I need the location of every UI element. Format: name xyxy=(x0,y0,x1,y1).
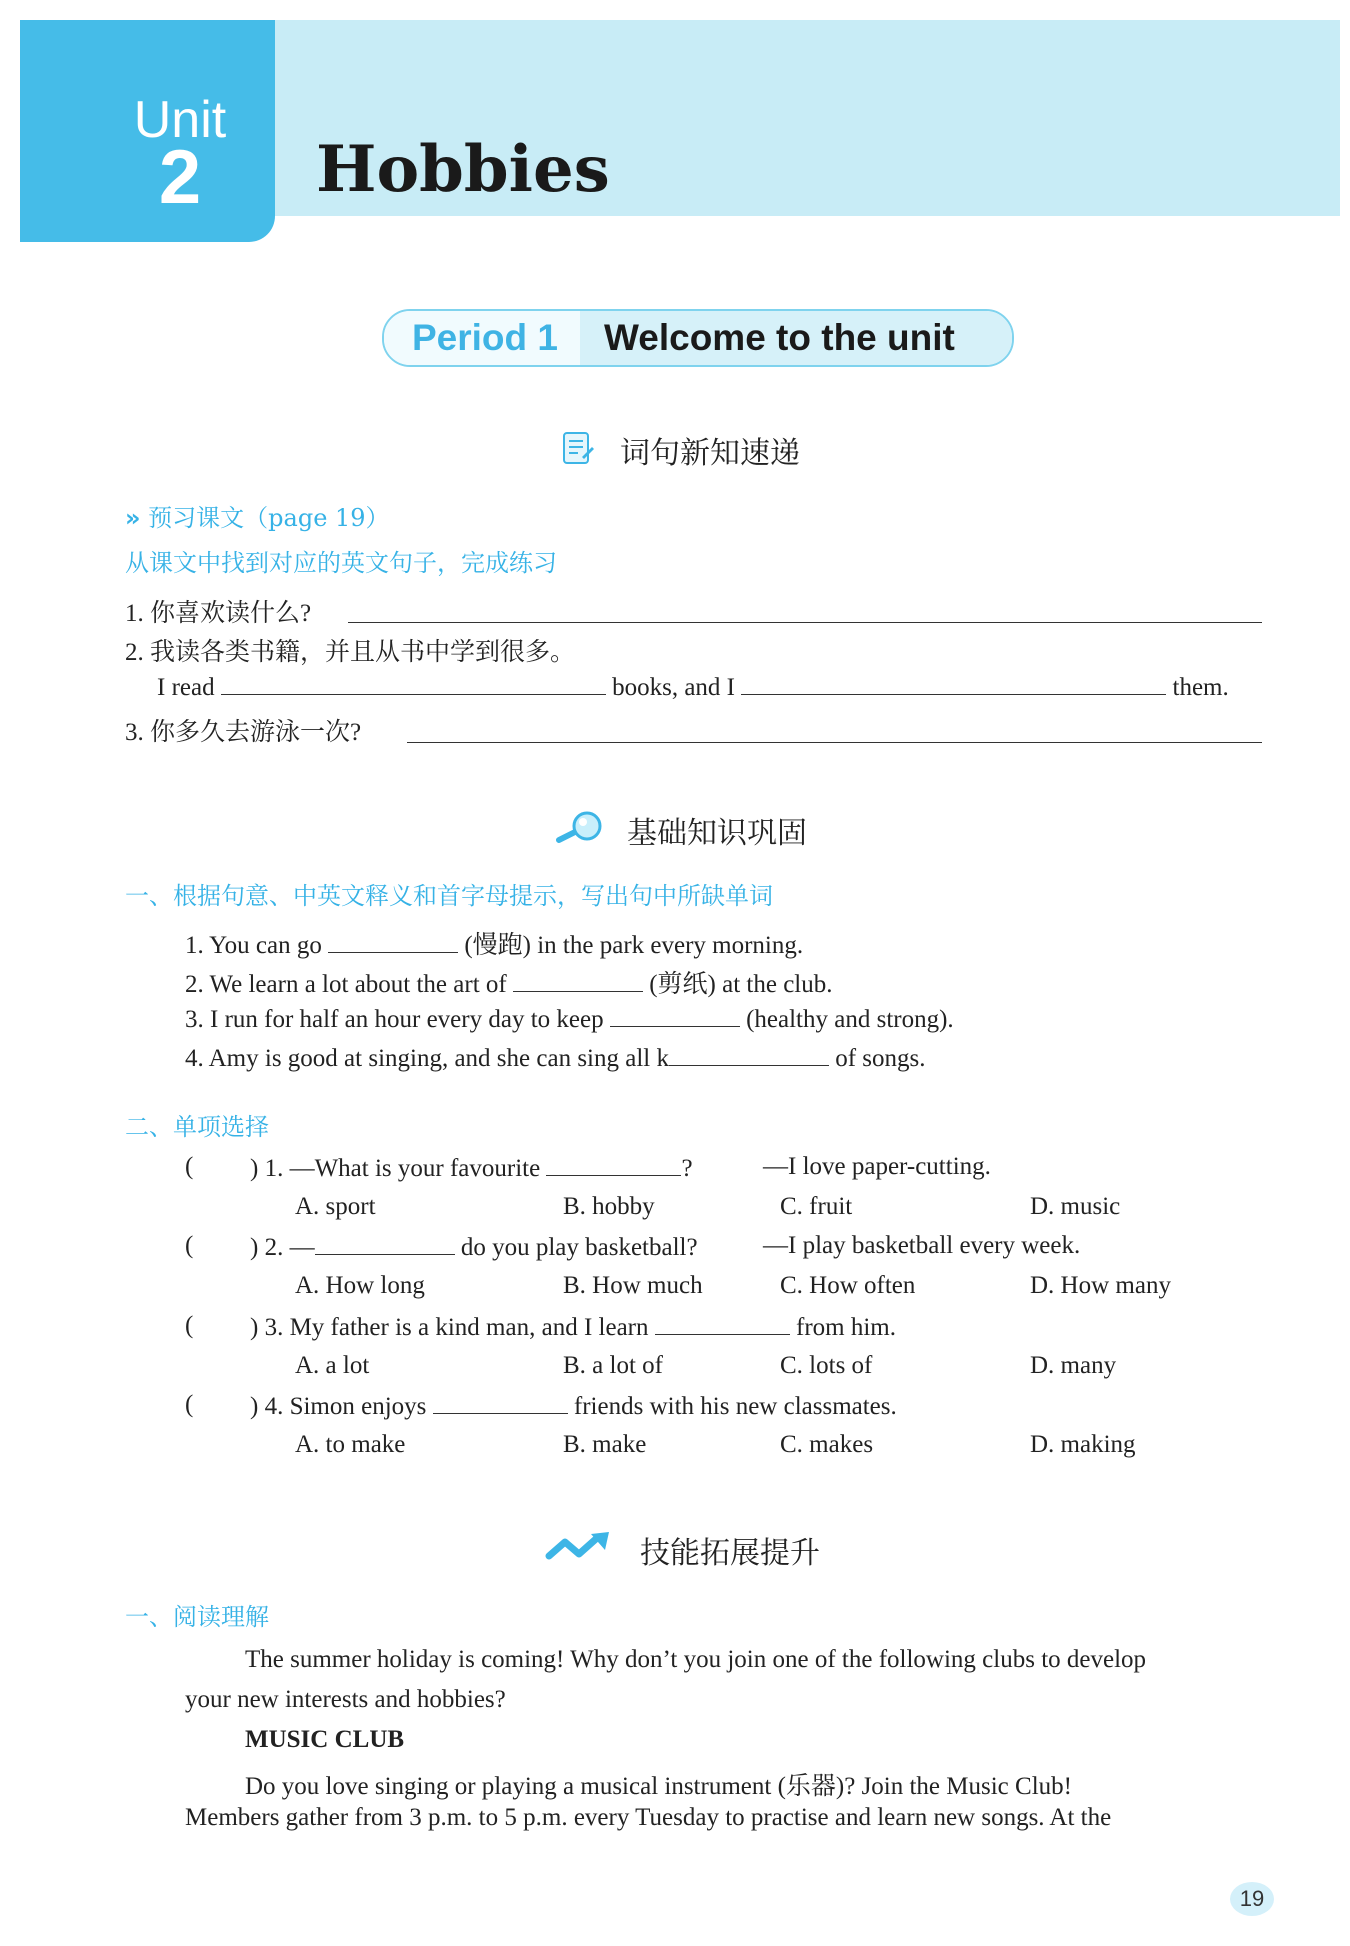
option: C. How often xyxy=(780,1272,916,1299)
answer-blank[interactable] xyxy=(741,672,1166,695)
fill-question: 1. You can go (慢跑) in the park every morning. xyxy=(185,932,804,959)
option: D. How many xyxy=(1030,1272,1171,1299)
section-title-skills: 技能拓展提升 xyxy=(640,1536,820,1571)
unit-label: Unit xyxy=(133,91,227,149)
option: A. sport xyxy=(295,1193,376,1220)
mc-question: ) 2. — do you play basketball? xyxy=(250,1234,698,1261)
answer-blank[interactable] xyxy=(221,672,606,695)
page-title: Hobbies xyxy=(316,132,610,207)
option: A. to make xyxy=(295,1431,406,1458)
mc-question: ) 3. My father is a kind man, and I learn from him. xyxy=(250,1314,896,1341)
answer-paren[interactable]: ( xyxy=(185,1312,194,1339)
fill-question: 2. We learn a lot about the art of (剪纸) at the club. xyxy=(185,971,833,998)
option: C. lots of xyxy=(780,1352,873,1379)
option: A. a lot xyxy=(295,1352,370,1379)
section-title-new-knowledge: 词句新知速递 xyxy=(620,436,800,471)
part-title-multiple-choice: 二、单项选择 xyxy=(125,1113,269,1141)
option: D. making xyxy=(1030,1431,1136,1458)
mc-reply: —I love paper-cutting. xyxy=(763,1153,991,1180)
reading-paragraph-1-cont: your new interests and hobbies? xyxy=(185,1686,506,1713)
part-title-reading: 一、阅读理解 xyxy=(125,1603,269,1631)
option: C. makes xyxy=(780,1431,874,1458)
answer-blank[interactable] xyxy=(655,1312,790,1335)
option: B. make xyxy=(563,1431,647,1458)
reading-paragraph-1: The summer holiday is coming! Why don’t you join one of the following clubs to develop xyxy=(245,1646,1147,1673)
page-number: 19 xyxy=(1230,1882,1274,1916)
instruction-text: 从课文中找到对应的英文句子，完成练习 xyxy=(125,549,557,577)
question-3: 3. 你多久去游泳一次? xyxy=(125,719,362,746)
club-heading: MUSIC CLUB xyxy=(245,1726,405,1753)
answer-paren[interactable]: ( xyxy=(185,1391,194,1418)
answer-paren[interactable]: ( xyxy=(185,1153,194,1180)
option: D. many xyxy=(1030,1352,1117,1379)
answer-paren[interactable]: ( xyxy=(185,1232,194,1259)
answer-blank[interactable] xyxy=(610,1004,740,1027)
mc-question: ) 4. Simon enjoys friends with his new classmates. xyxy=(250,1393,897,1420)
mc-reply: —I play basketball every week. xyxy=(763,1232,1081,1259)
option: B. How much xyxy=(563,1272,703,1299)
trend-up-icon xyxy=(545,1530,617,1571)
option: A. How long xyxy=(295,1272,425,1299)
magnifier-icon xyxy=(555,810,607,851)
fill-question: 4. Amy is good at singing, and she can sing all k of songs. xyxy=(185,1045,926,1072)
option: B. a lot of xyxy=(563,1352,663,1379)
question-2: 2. 我读各类书籍，并且从书中学到很多。 xyxy=(125,639,576,666)
option: B. hobby xyxy=(563,1193,655,1220)
question-1: 1. 你喜欢读什么? xyxy=(125,600,312,627)
answer-blank[interactable] xyxy=(669,1043,829,1066)
period-title: Welcome to the unit xyxy=(604,317,955,358)
period-banner xyxy=(382,309,1014,367)
reading-paragraph-2: Do you love singing or playing a musical instrument (乐器)? Join the Music Club! xyxy=(245,1773,1072,1800)
answer-blank[interactable] xyxy=(546,1153,681,1176)
answer-blank[interactable] xyxy=(433,1391,568,1414)
notebook-icon xyxy=(560,430,596,471)
unit-number: 2 xyxy=(158,135,202,220)
reading-paragraph-2-cont: Members gather from 3 p.m. to 5 p.m. every Tuesday to practise and learn new songs. At the xyxy=(185,1804,1112,1831)
answer-blank[interactable] xyxy=(315,1232,455,1255)
preview-label: » 预习课文（page 19） xyxy=(125,504,390,532)
answer-line-3[interactable] xyxy=(407,742,1262,743)
question-2-line: I read books, and I them. xyxy=(157,674,1229,701)
part-title-fill-blank: 一、根据句意、中英文释义和首字母提示，写出句中所缺单词 xyxy=(125,882,773,910)
option: C. fruit xyxy=(780,1193,853,1220)
fill-question: 3. I run for half an hour every day to keep (healthy and strong). xyxy=(185,1006,954,1033)
answer-blank[interactable] xyxy=(513,969,643,992)
option: D. music xyxy=(1030,1193,1121,1220)
section-title-basics: 基础知识巩固 xyxy=(627,816,807,851)
answer-line-1[interactable] xyxy=(348,622,1262,623)
double-chevron-icon: » xyxy=(125,504,141,532)
period-label: Period 1 xyxy=(412,317,558,358)
answer-blank[interactable] xyxy=(328,930,458,953)
mc-question: ) 1. —What is your favourite ? xyxy=(250,1155,693,1182)
